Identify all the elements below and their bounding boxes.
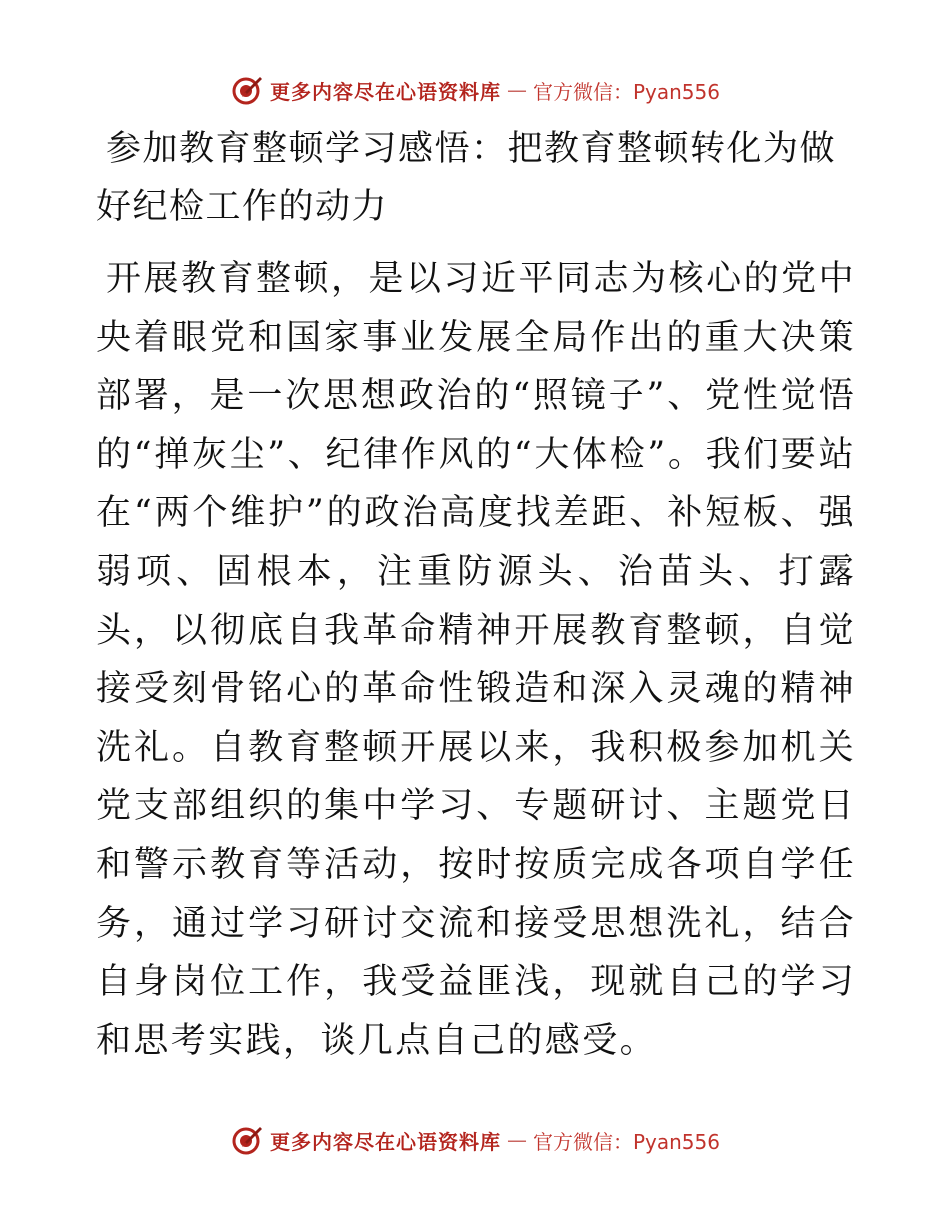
document-paragraph: 开展教育整顿，是以习近平同志为核心的党中央着眼党和国家事业发展全局作出的重大决策部署，是一次思想政治的“照镜子”、党性觉悟的“掸灰尘”、纪律作风的“大体检”。我们要站在“两个维护”的政治高度找差距、补短板、强弱项、固根本，注重防源头、治苗头、打露头，以彻底自我革命精神开展教育整顿，自觉接受刻骨铭心的革命性锻造和深入灵魂的精神洗礼。自教育整顿开展以来，我积极参加机关党支部组织的集中学习、专题研讨、主题党日和警示教育等活动，按时按质完成各项自学任务，通过学习研讨交流和接受思想洗礼，结合自身岗位工作，我受益匪浅，现就自己的学习和思考实践，谈几点自己的感受。 (96, 259, 856, 1061)
banner-contact-text: 官方微信：Pyan556 (532, 79, 720, 104)
document-title: 参加教育整顿学习感悟：把教育整顿转化为做好纪检工作的动力 (96, 129, 837, 227)
quill-pen-icon (230, 73, 264, 107)
banner-contact-text: 官方微信：Pyan556 (532, 1129, 720, 1154)
banner-site-text: 更多内容尽在心语资料库 (269, 1129, 501, 1154)
banner-site-text: 更多内容尽在心语资料库 (269, 79, 501, 104)
banner-separator: — (506, 78, 527, 102)
footer-banner (0, 1120, 950, 1160)
quill-pen-icon (230, 1123, 264, 1157)
header-banner (0, 70, 950, 110)
banner-separator: — (506, 1128, 527, 1152)
